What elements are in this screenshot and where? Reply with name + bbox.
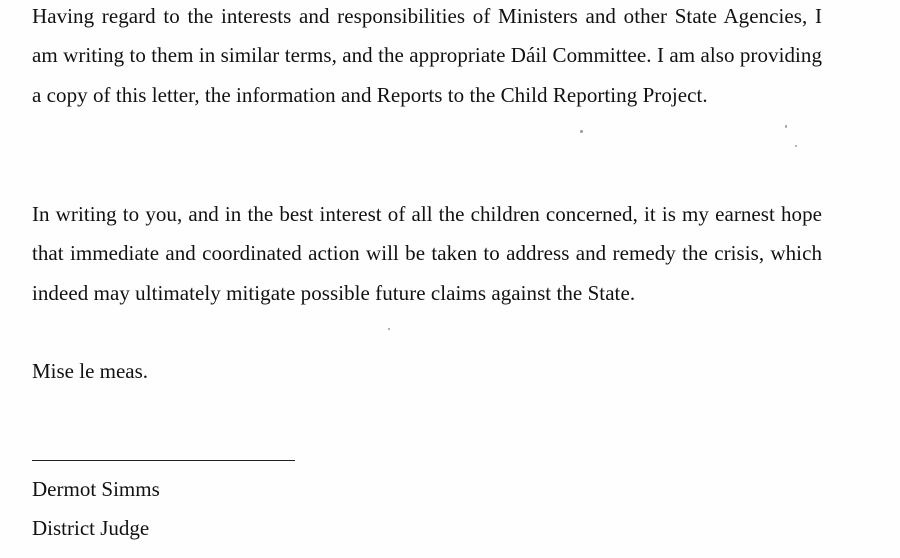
- paragraph-ministers-agencies: Having regard to the interests and responsibilities of Ministers and other State Agencies, I am writing to them in similar terms, and the appropriate Dáil Committee. I am also providing a copy of this letter, the information and Reports to the Child Reporting Project.: [32, 4, 822, 107]
- scan-speck: [388, 328, 390, 330]
- signature-line: [32, 460, 295, 461]
- scan-speck: [795, 145, 797, 147]
- signatory-name: Dermot Simms: [32, 477, 160, 501]
- scan-speck: [785, 125, 787, 128]
- closing-salutation: Mise le meas.: [32, 359, 149, 383]
- paragraph-earnest-hope: In writing to you, and in the best interest of all the children concerned, it is my earnest hope that immediate and coordinated action will be taken to address and remedy the crisis, which indeed may ultimately mitigate possible future claims against the State.: [32, 202, 822, 305]
- signatory-title: District Judge: [32, 516, 150, 540]
- scan-speck: [580, 130, 583, 133]
